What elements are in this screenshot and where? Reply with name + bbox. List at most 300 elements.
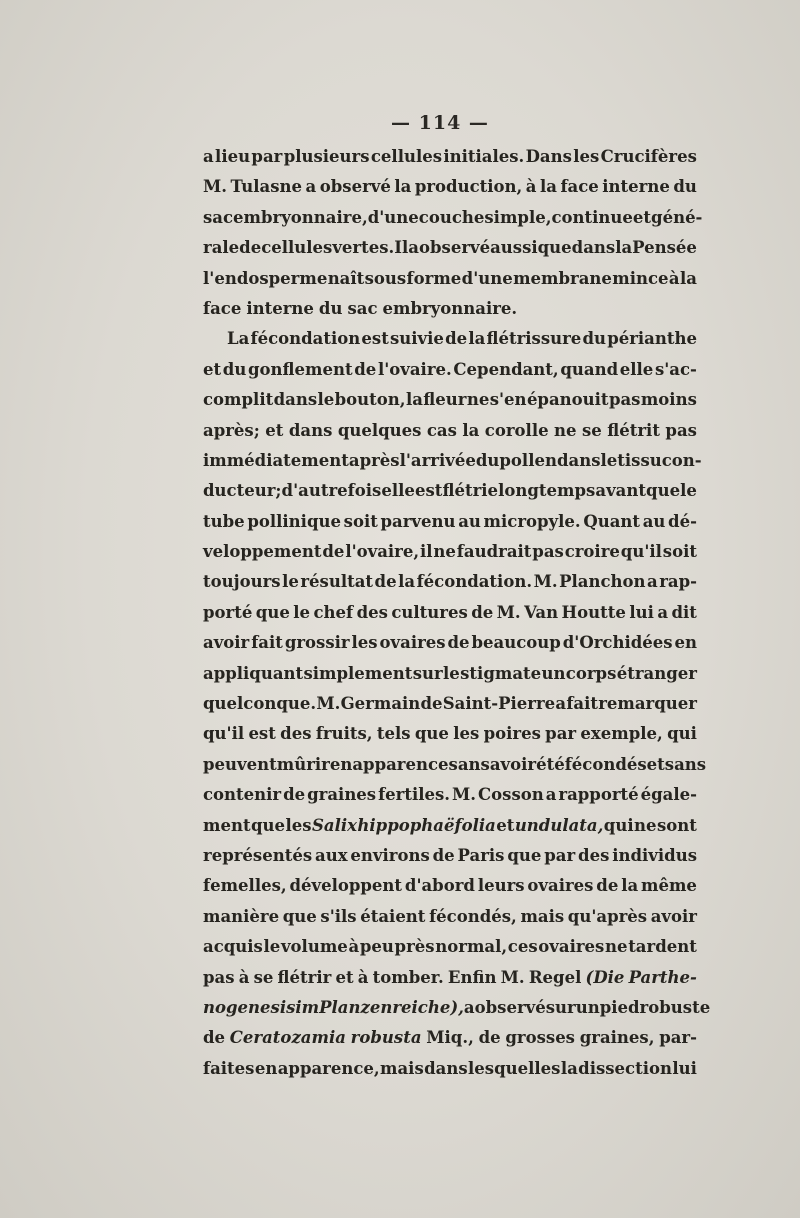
word: graines [307,785,377,805]
word: plusieurs [283,147,370,166]
word: le [443,663,460,683]
text-line [203,659,697,689]
word: volume [280,937,348,957]
word: rapporté [558,785,639,805]
word: de [596,876,619,896]
word: Saint-Pierre [442,694,556,714]
word: Regel [528,967,582,987]
word: ne [634,815,657,835]
word: la [468,329,486,349]
word: mince [612,268,669,288]
text-line [203,172,697,202]
word: ducteur; [203,481,282,501]
word: face [560,177,599,197]
word: ne [466,390,490,410]
word: s'en [489,390,527,410]
word: Parthe- [628,967,697,987]
word: dans [273,390,318,410]
text-line [203,233,697,263]
word: M. [533,572,558,592]
word: stigmate [460,663,542,683]
word: par [251,147,283,166]
word: d'autrefois [281,481,382,501]
word: a [647,572,658,592]
text-line [203,294,697,324]
word: interne [246,298,314,318]
word: est [414,481,443,501]
word: le [600,450,618,470]
word: normal, [435,937,508,957]
word: la [621,876,639,896]
word: Planzenreiche), [319,997,464,1017]
word: sac [203,207,234,227]
word: la [679,268,697,288]
word: mûrir [276,754,330,774]
word: peu [359,937,394,957]
word: suivie [390,329,444,349]
text-line [203,537,697,567]
word: apparence [352,754,449,774]
word: a [203,147,214,166]
text-line [203,1023,697,1053]
word: fécondation [250,329,361,349]
word: tube [203,511,245,531]
word: porté [203,602,253,622]
word: le [263,937,281,957]
word: du [673,177,697,197]
word: flétrie [442,481,499,501]
word: qui [603,815,634,835]
word: a [545,785,557,805]
word: Quant [583,511,641,531]
word: fait [251,633,283,653]
word: pas [608,390,641,410]
text-line [203,203,703,233]
word: lui [629,602,654,622]
word: été [536,754,565,774]
word: continue [551,207,633,227]
word: de [471,602,494,622]
word: bouton, [334,390,406,410]
word: fécondés [564,754,647,774]
word: contenir [203,785,282,805]
word: est [361,329,389,349]
word: a [657,602,669,622]
word: vertes. [332,238,395,258]
word: Crucifères [600,147,697,166]
word: de [374,572,397,592]
word: étaient [360,906,426,926]
word: remarquer [598,694,697,714]
word: après; [203,420,260,440]
word: représentés [203,845,313,865]
word: rale [203,238,240,258]
word: Salix [311,815,357,835]
word: avoir [489,754,537,774]
text-line [203,811,697,841]
word: observé [474,997,546,1017]
word: cas [426,420,457,440]
word: sous [364,268,407,288]
word: Cependant, [453,359,559,379]
word: fleur [423,390,467,410]
word: les [573,147,600,166]
word: longtemps [498,481,596,501]
word: le [317,390,335,410]
word: toujours [203,572,281,592]
word: exemple, [580,724,663,744]
word: que [507,845,542,865]
word: a [555,694,567,714]
word: couche [418,207,485,227]
word: la [394,177,412,197]
word: dans [424,1058,468,1078]
word: apparence, [277,1058,380,1078]
word: grosses [505,1028,575,1048]
word: du [475,450,500,470]
word: par- [659,1028,697,1048]
word: soit [343,511,378,531]
word: géné- [651,207,703,227]
word: pollen [499,450,557,470]
word: Tulasne [230,177,303,197]
word: à [525,177,537,197]
word: (Die [585,967,625,987]
word: faudrait [456,542,532,562]
word: dans [288,420,333,440]
word: observé [319,177,391,197]
word: observé [418,238,491,258]
word: l'ovaire. [377,359,452,379]
word: l'endosperme [203,268,328,288]
word: forme [406,268,462,288]
text-line [203,507,697,537]
word: environs [350,845,430,865]
word: s'ils [320,906,357,926]
text-line [203,628,697,658]
word: femelles, [203,876,287,896]
word: lui [672,1058,697,1078]
word: im [295,997,320,1017]
text-line [203,932,697,962]
word: et [646,754,665,774]
word: sans [448,754,490,774]
word: le [293,602,311,622]
word: tomber. [372,967,444,987]
word: étranger [616,663,697,683]
word: immédiatement [203,450,349,470]
word: que [646,481,681,501]
text-line [203,719,697,749]
word: aussi [490,238,538,258]
text-line [203,264,697,294]
text-line [203,142,697,172]
word: sur [545,997,576,1017]
word: dit [671,602,697,622]
word: dans [571,238,616,258]
word: embryonnaire. [382,298,518,318]
word: dans [556,450,601,470]
word: Houtte [561,602,626,622]
word: sont [656,815,697,835]
word: pied [599,997,640,1017]
word: et [632,207,652,227]
word: M. [203,177,228,197]
word: en [674,633,697,653]
word: sans [664,754,707,774]
word: flétrir [277,967,332,987]
word: dissection [578,1058,672,1078]
word: aux [315,845,348,865]
word: appliquant [203,663,304,683]
word: avoir [203,633,250,653]
word: Planchon [559,572,646,592]
word: fécondés, [429,906,517,926]
word: manière [203,906,280,926]
word: qu'après [567,906,648,926]
word: à [238,967,250,987]
word: complit [203,390,274,410]
word: pas [203,967,235,987]
word: à [357,967,369,987]
word: près [394,937,435,957]
word: quelques [337,420,422,440]
word: ne [605,937,628,957]
word: la [462,420,480,440]
word: même [641,876,697,896]
word: tissu [617,450,662,470]
word: dé- [668,511,697,531]
word: que [537,238,572,258]
word: l'ovaire, [345,542,420,562]
word: de [447,633,470,653]
word: ces [507,937,538,957]
word: d'une [367,207,419,227]
word: elle [619,359,654,379]
word: la [405,390,423,410]
word: beaucoup [471,633,561,653]
word: soit [662,542,697,562]
word: Il [394,238,409,258]
word: tardent [628,937,697,957]
word: épanouit [526,390,609,410]
word: de [445,329,468,349]
word: fécondation. [416,572,533,592]
word: grossir [284,633,350,653]
word: cellules [261,238,333,258]
word: de [239,238,262,258]
word: d'abord [404,876,475,896]
text-line [203,416,697,446]
word: lesquelles [468,1058,561,1078]
word: les [453,724,480,744]
word: flétrit [607,420,660,440]
word: corps [565,663,617,683]
word: le [282,572,299,592]
text-line [203,567,697,597]
word: membrane [513,268,612,288]
word: ne [433,542,456,562]
word: M. [316,694,341,714]
word: fruits, [315,724,373,744]
word: initiales. [443,147,525,166]
word: cultures [391,602,468,622]
word: de [322,542,345,562]
word: graines, [579,1028,655,1048]
word: du [582,329,607,349]
word: parvenu [380,511,456,531]
word: Enfin [447,967,497,987]
word: veloppement [203,542,322,562]
word: après [348,450,400,470]
word: au [642,511,666,531]
word: se [253,967,274,987]
word: a [463,997,475,1017]
word: mais [380,1058,424,1078]
word: de [432,845,455,865]
word: simplement [303,663,413,683]
word: un [575,997,600,1017]
word: Pensée [632,238,697,258]
word: quelconque. [203,694,317,714]
text-line [203,476,697,506]
word: ovaires [527,876,594,896]
word: Miq., [426,1028,474,1048]
word: lieu [215,147,251,166]
word: quand [560,359,619,379]
word: cellules [370,147,443,166]
word: M. [452,785,477,805]
word: de [354,359,377,379]
body-text [203,142,711,1084]
word: les [351,633,378,653]
word: résultat [300,572,374,592]
word: s'ac- [654,359,697,379]
word: qui [667,724,697,744]
word: à [348,937,360,957]
word: elle [381,481,415,501]
word: que [251,815,286,835]
word: que [282,906,317,926]
word: que [255,602,290,622]
word: des [356,602,388,622]
word: par [545,724,577,744]
word: la [539,177,557,197]
word: acquis [203,937,263,957]
word: il [420,542,433,562]
word: que [414,724,449,744]
word: individus [612,845,697,865]
text-line [203,841,697,871]
word: et [496,815,515,835]
word: sac [347,298,378,318]
word: micropyle. [483,511,581,531]
text-line [203,902,697,932]
word: ment [203,815,251,835]
word: périanthe [607,329,697,349]
word: en [254,1058,278,1078]
word: a [305,177,317,197]
word: peuvent [203,754,277,774]
word: pas [532,542,564,562]
word: fait [566,694,598,714]
text-line [203,963,697,993]
word: le [680,481,697,501]
word: égale- [640,785,697,805]
word: des [280,724,312,744]
word: robuste [639,997,711,1017]
word: face [203,298,242,318]
word: interne [602,177,670,197]
word: de [478,1028,501,1048]
word: fertiles. [378,785,451,805]
word: et [203,359,222,379]
text-line [203,385,697,415]
word: Cosson [478,785,544,805]
word: ne [554,420,577,440]
word: se [582,420,602,440]
word: la [560,1058,578,1078]
word: croire [564,542,620,562]
word: con- [661,450,702,470]
word: mais [520,906,565,926]
word: pas [665,420,697,440]
word: embryonnaire, [233,207,368,227]
word: du [318,298,343,318]
word: Paris [457,845,505,865]
word: naît [327,268,365,288]
word: Germain [340,694,421,714]
word: Van [524,602,559,622]
text-line [203,780,697,810]
word: corolle [484,420,549,440]
word: M. [500,967,525,987]
word: d'une [461,268,513,288]
word: production, [414,177,523,197]
word: moins [640,390,697,410]
word: développent [289,876,403,896]
word: tels [376,724,411,744]
word: et [335,967,354,987]
word: par [544,845,576,865]
word: ovaires [379,633,446,653]
word: flétrissure [486,329,582,349]
word: de [420,694,443,714]
word: poires [483,724,541,744]
word: pollinique [247,511,341,531]
word: qu'il [620,542,662,562]
word: et [265,420,284,440]
text-line [203,446,702,476]
word: l'arrivée [399,450,476,470]
word: robusta [350,1028,422,1048]
word: rap- [659,572,697,592]
word: les [285,815,312,835]
word: avoir [650,906,697,926]
word: la [398,572,416,592]
word: des [578,845,610,865]
text-line [203,324,697,354]
word: à [668,268,680,288]
word: est [248,724,276,744]
word: qu'il [203,724,245,744]
word: avant [595,481,646,501]
text-line [203,871,697,901]
text-line [203,993,711,1023]
text-line [203,598,697,628]
word: M. [496,602,521,622]
word: ovaires [538,937,605,957]
